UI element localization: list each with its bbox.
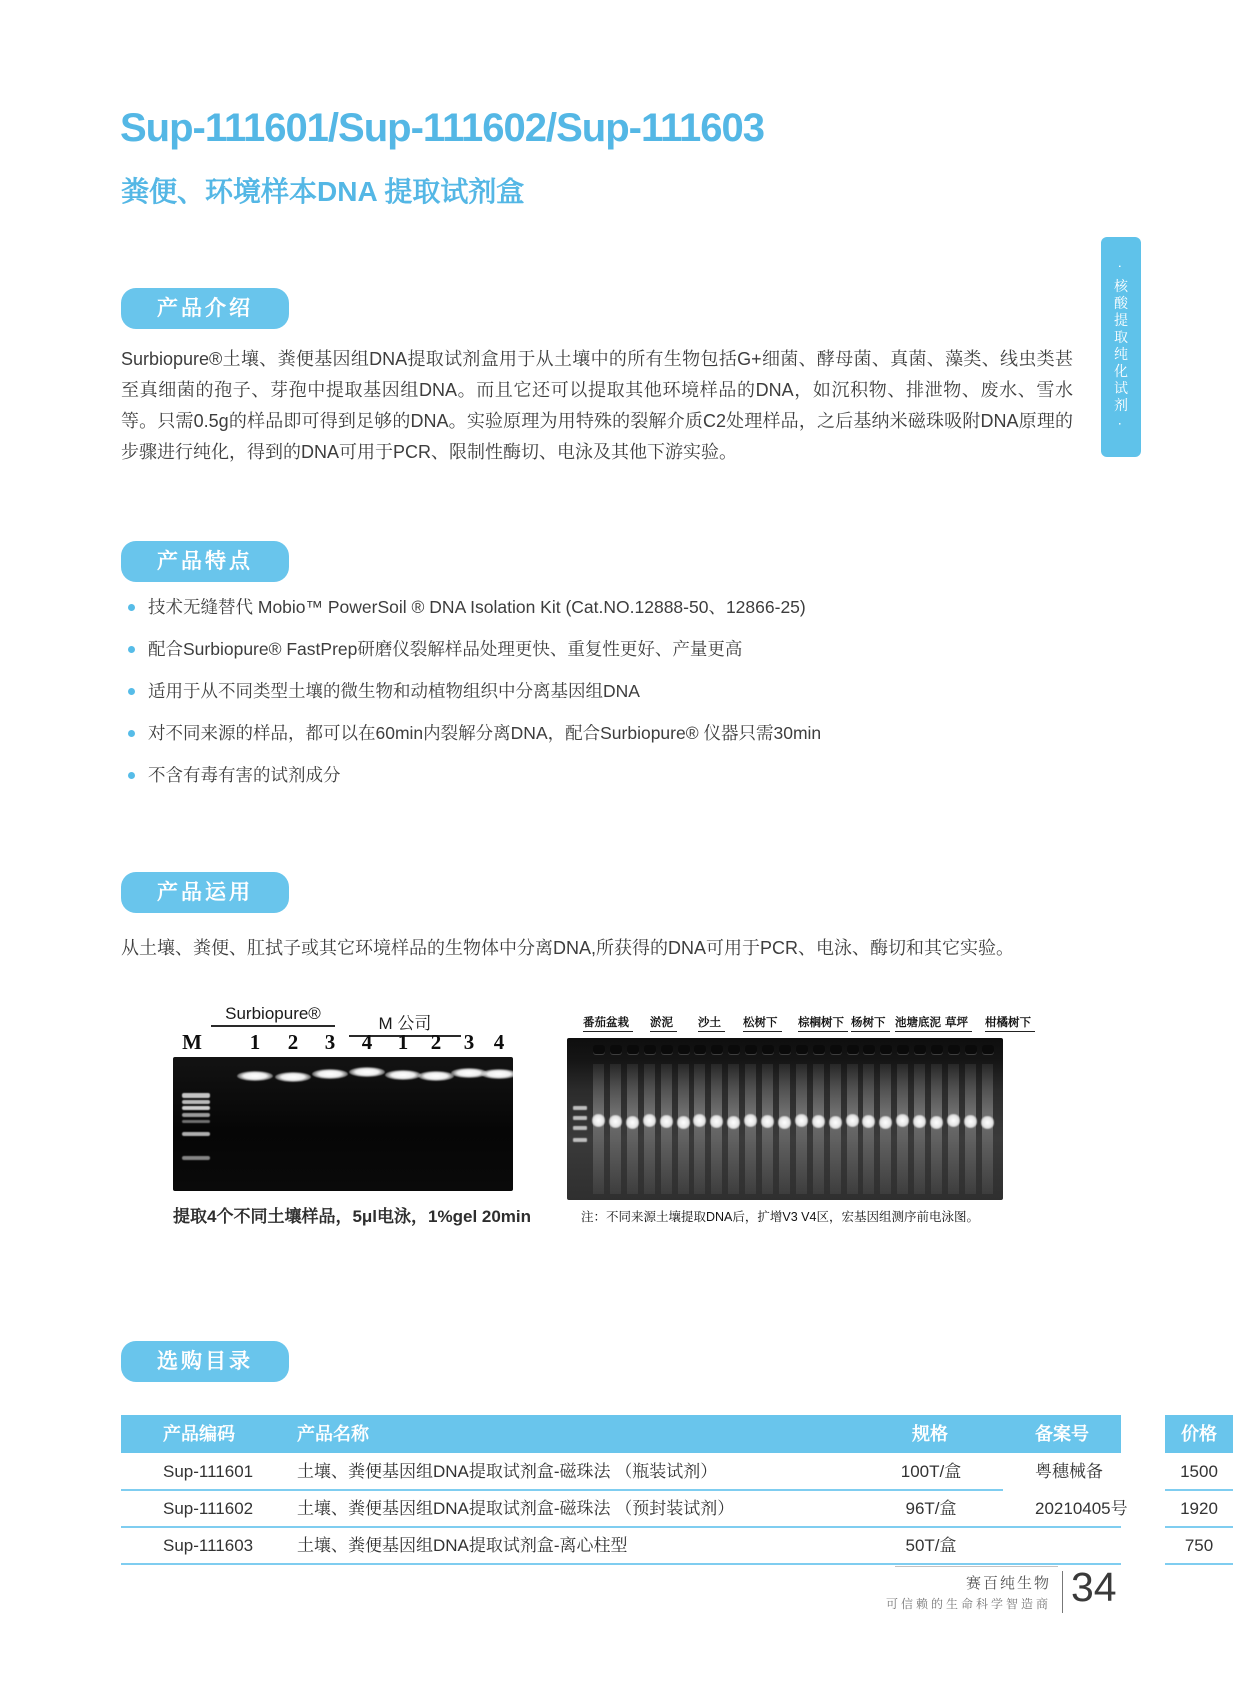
ladder-band	[182, 1113, 210, 1117]
gel-well	[982, 1045, 994, 1054]
feature-item	[121, 680, 1081, 703]
gel-well	[644, 1045, 656, 1054]
sample-label: 柑橘树下	[985, 1014, 1035, 1032]
dna-band	[761, 1115, 774, 1128]
sample-label: 松树下	[743, 1014, 782, 1032]
gel-well	[593, 1045, 605, 1054]
dna-band	[947, 1114, 960, 1127]
gel-lane	[728, 1064, 739, 1194]
page-number: 34	[1071, 1564, 1117, 1610]
col-header-reg: 备案号	[1035, 1424, 1089, 1444]
dna-band	[418, 1071, 454, 1081]
gel-lane	[863, 1064, 874, 1194]
dna-band	[275, 1072, 311, 1082]
bullet-icon	[128, 646, 135, 653]
ladder-band	[182, 1132, 210, 1136]
gel-lane-label: 4	[493, 1030, 505, 1054]
gel-well	[914, 1045, 926, 1054]
bullet-icon	[128, 730, 135, 737]
sample-label: 沙土	[698, 1014, 725, 1032]
left-gel-image	[173, 1057, 513, 1191]
gel-lane	[982, 1064, 993, 1194]
ladder-band	[182, 1100, 210, 1104]
sample-label: 池塘底泥	[895, 1014, 945, 1032]
table-header-band	[121, 1415, 1121, 1453]
section-badge-features: 产品特点	[121, 541, 289, 582]
table-cell-code: Sup-111602	[163, 1499, 254, 1518]
gel-well	[745, 1045, 757, 1054]
gel-lane-label: M	[182, 1030, 202, 1054]
gel-lane-label: 2	[287, 1030, 299, 1054]
ladder-band	[573, 1116, 587, 1120]
dna-band	[879, 1116, 892, 1129]
dna-band	[846, 1114, 859, 1127]
dna-band	[643, 1114, 656, 1127]
row-separator	[121, 1526, 1121, 1528]
feature-text: 适用于从不同类型土壤的微生物和动植物组织中分离基因组DNA	[148, 681, 640, 701]
row-separator	[1165, 1489, 1233, 1491]
registration-line-2: 20210405号	[1035, 1499, 1128, 1518]
right-gel-figure	[567, 1014, 1057, 1244]
gel-well	[796, 1045, 808, 1054]
gel-lane-label: 3	[463, 1030, 475, 1054]
sample-label: 草坪	[945, 1014, 972, 1032]
bullet-icon	[128, 604, 135, 611]
gel-lane	[745, 1064, 756, 1194]
gel-lane	[678, 1064, 689, 1194]
dna-band	[795, 1114, 808, 1127]
section-badge-application: 产品运用	[121, 872, 289, 913]
gel-lane	[830, 1064, 841, 1194]
table-cell-code: Sup-111601	[163, 1462, 254, 1481]
feature-text: 对不同来源的样品，都可以在60min内裂解分离DNA，配合Surbiopure® 仪器只需30min	[148, 723, 822, 743]
table-cell-name: 土壤、粪便基因组DNA提取试剂盒-磁珠法 （瓶装试剂）	[297, 1462, 718, 1481]
dna-band	[237, 1071, 273, 1081]
right-gel-note: 注：不同来源土壤提取DNA后，扩增V3 V4区，宏基因组测序前电泳图。	[581, 1210, 979, 1224]
gel-lane	[661, 1064, 672, 1194]
col-header-name: 产品名称	[297, 1424, 369, 1444]
gel-well	[694, 1045, 706, 1054]
intro-paragraph: Surbiopure®土壤、粪便基因组DNA提取试剂盒用于从土壤中的所有生物包括G+细菌、酵母菌、真菌、藻类、线虫类甚至真细菌的孢子、芽孢中提取基因组DNA。而且它还可以提取其他环境样品的DNA，如沉积物、排泄物、废水、雪水等。只需0.5g的样品即可得到足够的DNA。实验原理为用特殊的裂解介质C2处理样品，之后基纳米磁珠吸附DNA原理的步骤进行纯化，得到的DNA可用于PCR、限制性酶切、电泳及其他下游实验。	[121, 349, 1073, 462]
dna-band	[913, 1115, 926, 1128]
gel-lane-label: 4	[361, 1030, 373, 1054]
sample-label: 淤泥	[650, 1014, 677, 1032]
gel-lane	[847, 1064, 858, 1194]
col-header-price: 价格	[1181, 1424, 1217, 1444]
page-title: Sup-111601/Sup-111602/Sup-111603	[120, 106, 765, 150]
registration-line-1: 粤穗械备	[1035, 1462, 1103, 1481]
table-bottom-border	[121, 1563, 1121, 1565]
gel-lane	[813, 1064, 824, 1194]
side-tab-nucleic-acid-purification: · 核酸提取纯化试剂 ·	[1101, 237, 1141, 457]
gel-lane	[779, 1064, 790, 1194]
gel-well	[762, 1045, 774, 1054]
left-gel-caption: 提取4个不同土壤样品，5μl电泳，1%gel 20min	[173, 1207, 532, 1226]
gel-well	[728, 1045, 740, 1054]
gel-lane	[796, 1064, 807, 1194]
table-cell-spec: 50T/盒	[905, 1536, 957, 1555]
gel-lane	[644, 1064, 655, 1194]
dna-band	[385, 1070, 421, 1080]
sample-label: 棕榈树下	[798, 1014, 848, 1032]
gel-well	[847, 1045, 859, 1054]
gel-lane-label: 2	[430, 1030, 442, 1054]
gel-lane	[610, 1064, 621, 1194]
gel-lane	[593, 1064, 604, 1194]
ladder-band	[573, 1126, 587, 1130]
gel-group-label-m-company: M 公司	[349, 1009, 461, 1037]
gel-lane	[880, 1064, 891, 1194]
dna-band	[481, 1069, 513, 1079]
table-cell-registration	[1035, 1453, 1128, 1527]
feature-item	[121, 722, 1081, 745]
bullet-icon	[128, 772, 135, 779]
table-cell-price: 1920	[1180, 1499, 1218, 1518]
dna-band	[744, 1114, 757, 1127]
gel-lane	[627, 1064, 638, 1194]
gel-well	[813, 1045, 825, 1054]
gel-well	[931, 1045, 943, 1054]
dna-band	[609, 1115, 622, 1128]
gel-well	[830, 1045, 842, 1054]
dna-band	[693, 1114, 706, 1127]
table-bottom-border	[1165, 1563, 1233, 1565]
dna-band	[930, 1116, 943, 1129]
table-cell-price: 1500	[1180, 1462, 1218, 1481]
dna-band	[710, 1115, 723, 1128]
footer-rule	[895, 1566, 1058, 1567]
gel-group-label-surbiopure: Surbiopure®	[211, 1004, 335, 1027]
gel-lane	[965, 1064, 976, 1194]
catalog-table	[121, 1415, 1233, 1565]
bullet-icon	[128, 688, 135, 695]
gel-well	[661, 1045, 673, 1054]
dna-band	[896, 1114, 909, 1127]
gel-well	[880, 1045, 892, 1054]
dna-band	[829, 1116, 842, 1129]
row-separator	[121, 1489, 1003, 1491]
gel-well	[627, 1045, 639, 1054]
dna-band	[778, 1116, 791, 1129]
ladder-band	[182, 1120, 210, 1123]
feature-item	[121, 764, 1081, 787]
gel-lane	[711, 1064, 722, 1194]
sample-label: 番茄盆栽	[583, 1014, 633, 1032]
feature-item	[121, 638, 1081, 661]
gel-lane	[694, 1064, 705, 1194]
left-gel-figure	[173, 1002, 532, 1242]
ladder-band	[182, 1156, 210, 1160]
gel-lane	[948, 1064, 959, 1194]
table-cell-code: Sup-111603	[163, 1536, 254, 1555]
gel-lane	[897, 1064, 908, 1194]
table-cell-name: 土壤、粪便基因组DNA提取试剂盒-离心柱型	[297, 1536, 628, 1555]
dna-band	[660, 1115, 673, 1128]
dna-band	[812, 1115, 825, 1128]
sample-label: 杨树下	[851, 1014, 890, 1032]
feature-text: 配合Surbiopure® FastPrep研磨仪裂解样品处理更快、重复性更好、产量更高	[148, 639, 743, 659]
gel-lane	[914, 1064, 925, 1194]
col-header-spec: 规格	[912, 1424, 948, 1444]
row-separator	[1165, 1526, 1233, 1528]
table-cell-name: 土壤、粪便基因组DNA提取试剂盒-磁珠法 （预封装试剂）	[297, 1499, 735, 1518]
gel-well	[897, 1045, 909, 1054]
feature-text: 不含有毒有害的试剂成分	[148, 765, 341, 785]
feature-text: 技术无缝替代 Mobio™ PowerSoil ® DNA Isolation Kit (Cat.NO.12888-50、12866-25)	[148, 597, 806, 617]
ladder-band	[573, 1106, 587, 1110]
gel-well	[779, 1045, 791, 1054]
right-gel-image	[567, 1038, 1003, 1200]
gel-lane	[931, 1064, 942, 1194]
feature-item	[121, 596, 1081, 619]
ladder-band	[182, 1106, 210, 1110]
gel-well	[678, 1045, 690, 1054]
section-badge-catalog: 选购目录	[121, 1341, 289, 1382]
page-subtitle: 粪便、环境样本DNA 提取试剂盒	[121, 176, 525, 207]
application-paragraph: 从土壤、粪便、肛拭子或其它环境样品的生物体中分离DNA,所获得的DNA可用于PCR、电泳、酶切和其它实验。	[121, 938, 1015, 958]
gel-lane-label: 1	[397, 1030, 409, 1054]
footer-tagline: 可信赖的生命科学智造商	[885, 1597, 1051, 1611]
dna-band	[964, 1115, 977, 1128]
footer-divider	[1062, 1571, 1063, 1613]
ladder-band	[182, 1093, 210, 1098]
gel-well	[711, 1045, 723, 1054]
dna-band	[312, 1069, 348, 1079]
dna-band	[626, 1116, 639, 1129]
dna-band	[981, 1116, 994, 1129]
gel-well	[610, 1045, 622, 1054]
gel-well	[965, 1045, 977, 1054]
gel-well	[948, 1045, 960, 1054]
dna-band	[727, 1116, 740, 1129]
dna-band	[677, 1116, 690, 1129]
col-header-code: 产品编码	[163, 1424, 235, 1444]
dna-band	[862, 1115, 875, 1128]
features-list	[121, 596, 1081, 806]
table-cell-price: 750	[1184, 1536, 1214, 1555]
ladder-band	[573, 1138, 587, 1142]
gel-lane	[762, 1064, 773, 1194]
table-cell-spec: 100T/盒	[900, 1462, 962, 1481]
footer-brand: 赛百纯生物	[965, 1575, 1051, 1592]
dna-band	[349, 1067, 385, 1077]
gel-lane-label: 1	[249, 1030, 261, 1054]
dna-band	[592, 1114, 605, 1127]
section-badge-intro: 产品介绍	[121, 288, 289, 329]
gel-well	[863, 1045, 875, 1054]
table-cell-spec: 96T/盒	[905, 1499, 957, 1518]
gel-lane-label: 3	[324, 1030, 336, 1054]
